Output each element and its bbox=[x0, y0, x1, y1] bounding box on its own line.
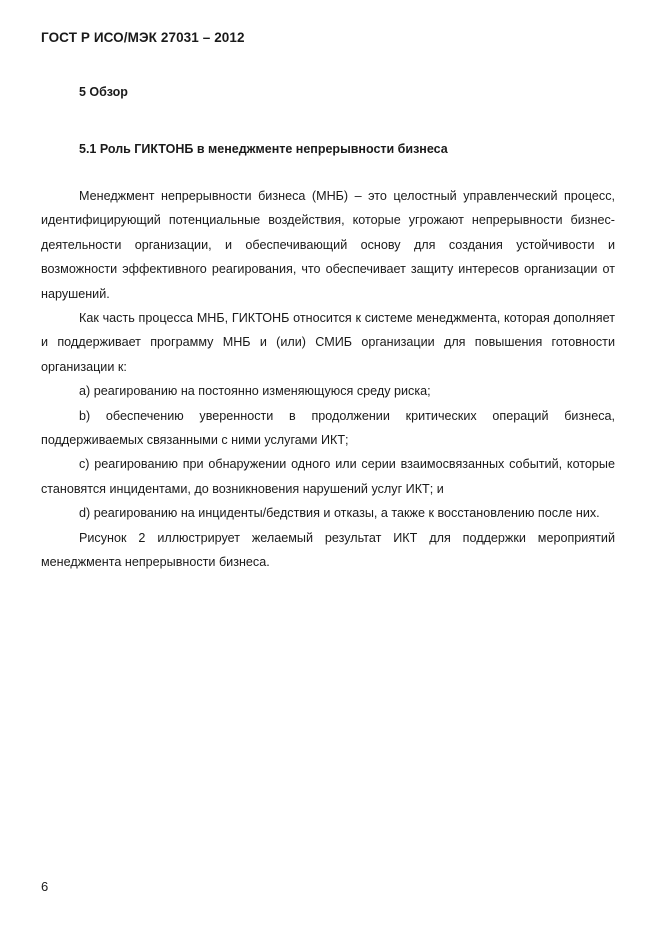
paragraph-figure-reference: Рисунок 2 иллюстрирует желаемый результат ИКТ для поддержки мероприятий менеджмента непрерывности бизнеса. bbox=[41, 530, 615, 570]
list-item-b: b) обеспечению уверенности в продолжении критических операций бизнеса, поддерживаемых связанными с ними услугами ИКТ; bbox=[41, 408, 615, 448]
list-item-d: d) реагированию на инциденты/бедствия и отказы, а также к восстановлению после них. bbox=[79, 506, 600, 521]
standard-header: ГОСТ Р ИСО/МЭК 27031 – 2012 bbox=[41, 30, 245, 45]
subsection-heading: 5.1 Роль ГИКТОНБ в менеджменте непрерывности бизнеса bbox=[79, 142, 448, 156]
paragraph-ictbc-role: Как часть процесса МНБ, ГИКТОНБ относится к системе менеджмента, которая дополняет и поддерживает программу МНБ и (или) СМИБ организации для повышения готовности организации к: bbox=[41, 311, 615, 374]
list-item-a: a) реагированию на постоянно изменяющуюся среду риска; bbox=[79, 384, 431, 399]
page-number: 6 bbox=[41, 879, 49, 894]
paragraph-bcm-definition: Менеджмент непрерывности бизнеса (МНБ) – это целостный управленческий процесс, идентифицирующий потенциальные воздействия, которые угрожают непрерывности бизнес-деятельности организации, и обеспечивающий основу для создания устойчивости и возможности эффективного реагирования, что обеспечивает защиту интересов организации от нарушений. bbox=[41, 189, 615, 301]
list-item-c: c) реагированию при обнаружении одного или серии взаимосвязанных событий, которые становятся инцидентами, до возникновения нарушений услуг ИКТ; и bbox=[41, 457, 615, 496]
section-heading: 5 Обзор bbox=[79, 85, 128, 99]
body-text bbox=[41, 184, 615, 575]
